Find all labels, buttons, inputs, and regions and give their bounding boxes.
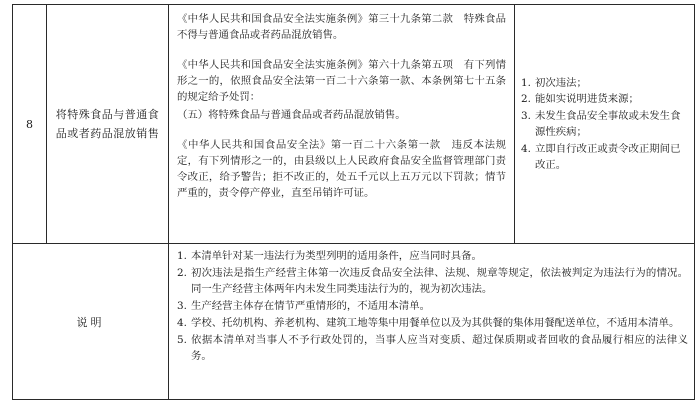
conditions-list (521, 75, 688, 174)
notes-label: 说明 (13, 244, 169, 400)
legal-basis-paragraph: 《中华人民共和国食品安全法实施条例》第六十九条第五项 有下列情形之一的，依照食品安全法第一百二十六条第一款、本条例第七十五条的规定给予处罚： (177, 59, 506, 103)
legal-basis-paragraph: （五）将特殊食品与普通食品或者药品混放销售。 (177, 109, 406, 121)
violation-description: 将特殊食品与普通食品或者药品混放销售 (47, 5, 169, 244)
list-item: 3. 未发生食品安全事故或未发生食源性疾病； (521, 109, 681, 138)
list-item: 2. 能如实说明进货来源； (521, 93, 639, 105)
penalty-list-table (12, 4, 695, 400)
row-number: 8 (13, 5, 47, 244)
list-item: 4. 立即自行改正或责令改正期间已改正。 (521, 142, 681, 171)
legal-basis-paragraph: 《中华人民共和国食品安全法实施条例》第三十九条第二款 特殊食品不得与普通食品或者药品混放销售。 (177, 13, 506, 41)
notes-list (177, 248, 688, 364)
applicable-conditions-cell (515, 5, 695, 244)
notes-cell (169, 244, 695, 400)
list-item: 3. 生产经营主体存在情节严重情形的，不适用本清单。 (177, 300, 430, 312)
legal-basis-paragraph: 《中华人民共和国食品安全法》第一百二十六条第一款 违反本法规定，有下列情形之一的，由县级以上人民政府食品安全监督管理部门责令改正，给予警告；拒不改正的，处五千元以上五万元以下罚款；情节严重的，责令停产停业，直至吊销许可证。 (177, 139, 506, 199)
list-item: 1. 初次违法； (521, 76, 587, 89)
list-item: 4. 学校、托幼机构、养老机构、建筑工地等集中用餐单位以及为其供餐的集体用餐配送单位，不适用本清单。 (177, 317, 680, 329)
table-row (13, 244, 695, 400)
table-row (13, 5, 695, 244)
list-item: 5. 依据本清单对当事人不予行政处罚的，当事人应当对变质、超过保质期或者回收的食品履行相应的法律义务。 (177, 334, 688, 362)
legal-basis-cell (169, 5, 515, 244)
list-item: 2. 初次违法是指生产经营主体第一次违反食品安全法律、法规、规章等规定，依法被判定为违法行为的情况。同一生产经营主体两年内未发生同类违法行为的，视为初次违法。 (177, 267, 688, 295)
list-item: 1. 本清单针对某一违法行为类型列明的适用条件，应当同时具备。 (177, 250, 482, 262)
